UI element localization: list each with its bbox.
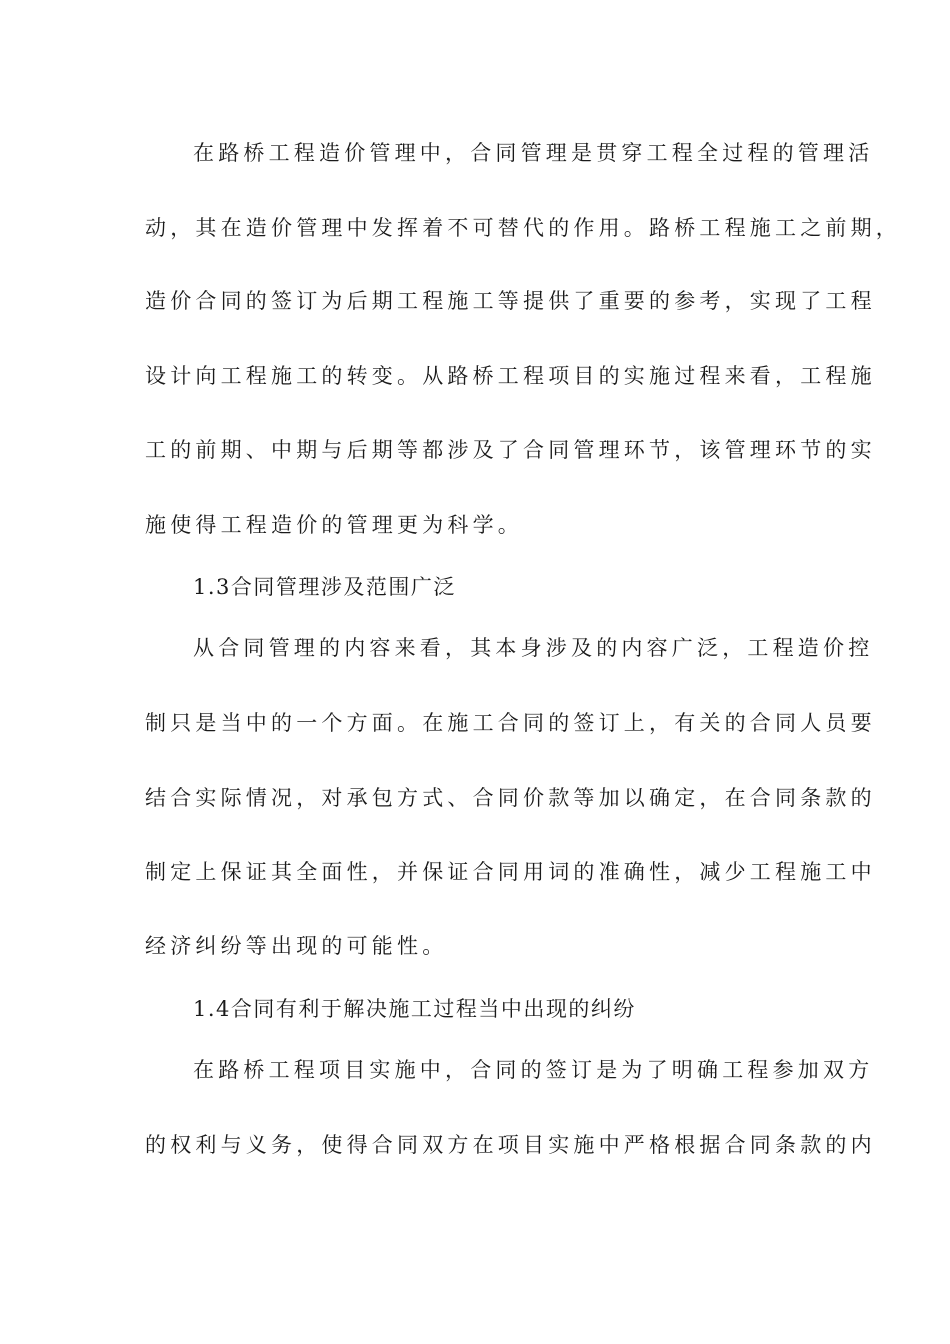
paragraph-line: 造价合同的签订为后期工程施工等提供了重要的参考，实现了工程 — [145, 289, 876, 313]
paragraph-line: 经济纠纷等出现的可能性。 — [145, 934, 448, 958]
section-heading: 1.3合同管理涉及范围广泛 — [193, 575, 456, 599]
paragraph-line: 的权利与义务，使得合同双方在项目实施中严格根据合同条款的内 — [145, 1133, 876, 1157]
paragraph-line: 设计向工程施工的转变。从路桥工程项目的实施过程来看，工程施 — [145, 364, 876, 388]
paragraph-line: 制只是当中的一个方面。在施工合同的签订上，有关的合同人员要 — [145, 711, 876, 735]
paragraph-line: 在路桥工程项目实施中，合同的签订是为了明确工程参加双方 — [193, 1058, 874, 1082]
section-heading: 1.4合同有利于解决施工过程当中出现的纠纷 — [193, 997, 636, 1021]
paragraph-line: 结合实际情况，对承包方式、合同价款等加以确定，在合同条款的 — [145, 786, 876, 810]
paragraph-line: 制定上保证其全面性，并保证合同用词的准确性，减少工程施工中 — [145, 860, 876, 884]
paragraph-line: 施使得工程造价的管理更为科学。 — [145, 513, 523, 537]
paragraph-line: 从合同管理的内容来看，其本身涉及的内容广泛，工程造价控 — [193, 636, 874, 660]
paragraph-line: 动，其在造价管理中发挥着不可替代的作用。路桥工程施工之前期， — [145, 216, 901, 240]
paragraph-line: 工的前期、中期与后期等都涉及了合同管理环节，该管理环节的实 — [145, 438, 876, 462]
paragraph-line: 在路桥工程造价管理中，合同管理是贯穿工程全过程的管理活 — [193, 141, 874, 165]
